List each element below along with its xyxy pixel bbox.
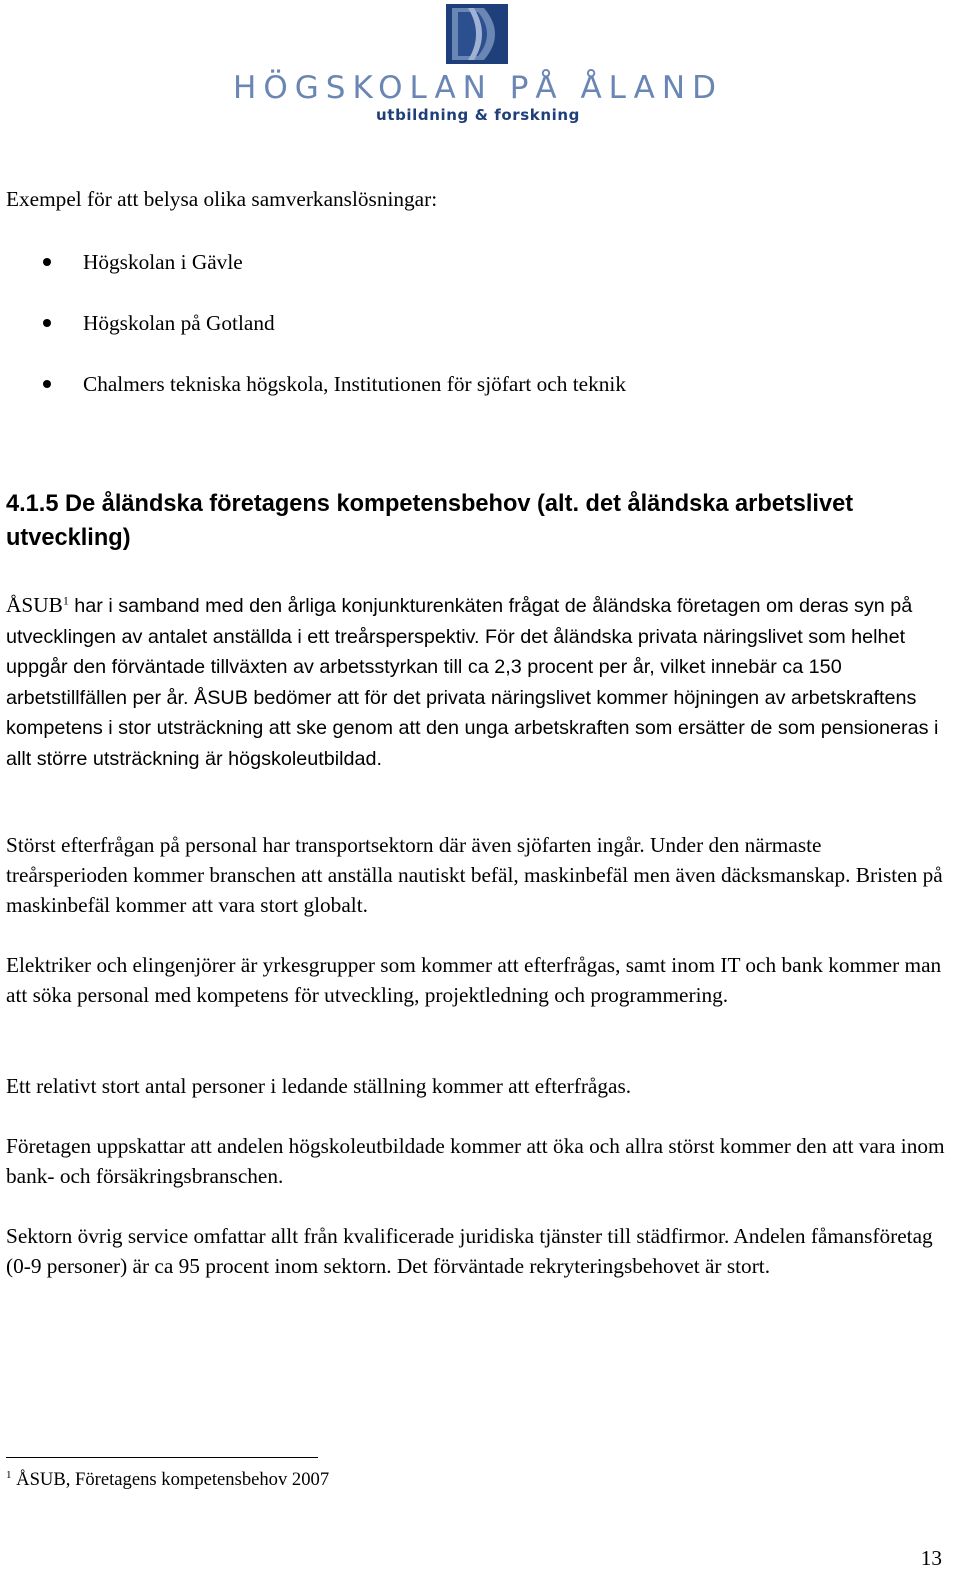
bullet-icon: [43, 258, 51, 266]
paragraph-2: Störst efterfrågan på personal har transportsektorn där även sjöfarten ingår. Under den närmaste treårsperioden kommer branschen att anställa nautiskt befäl, maskinbefäl men även däcksmanskap. Bristen på maskinbefäl kommer att vara stort globalt.: [6, 833, 943, 917]
intro-text: Exempel för att belysa olika samverkanslösningar:: [6, 187, 438, 211]
section-heading: 4.1.5 De åländska företagens kompetensbehov (alt. det åländska arbetslivet utveckling): [6, 491, 854, 551]
paragraph-1-text: har i samband med den årliga konjunkturenkäten frågat de åländska företagen om deras syn på utvecklingen av antalet anställda i ett treårsperspektiv. För det åländska privata näringslivet som helhet uppgår den förväntade tillväxten av arbetsstyrkan till ca 2,3 procent per år, vilket innebär ca 150 arbetstillfällen per år. ÅSUB bedömer att för det privata näringslivet kommer höjningen av arbetskraftens kompetens i stor utsträckning att ske genom att den unga arbetskraften som ersätter de som pensioneras i allt större utsträckning är högskoleutbildad.: [6, 595, 939, 770]
logo-name: HÖGSKOLAN PÅ ÅLAND: [233, 70, 723, 106]
bullet-icon: [43, 319, 51, 327]
page-number: 13: [920, 1546, 942, 1570]
paragraph-4: Ett relativt stort antal personer i ledande ställning kommer att efterfrågas.: [6, 1074, 632, 1098]
bullet-icon: [43, 380, 51, 388]
footnote-ref[interactable]: 1: [62, 593, 69, 608]
logo-tagline: utbildning & forskning: [376, 106, 580, 124]
paragraph-1: [6, 590, 946, 774]
paragraph-5: Företagen uppskattar att andelen högskoleutbildade kommer att öka och allra störst kommer den att vara inom bank- och försäkringsbranschen.: [6, 1134, 945, 1188]
logo: [228, 0, 728, 130]
logo-mark-icon: [438, 2, 518, 66]
footnote-text: ÅSUB, Företagens kompetensbehov 2007: [11, 1469, 330, 1490]
footnote: [6, 1468, 329, 1492]
list-item: Högskolan på Gotland: [0, 308, 940, 338]
list-item: Chalmers tekniska högskola, Institutionen för sjöfart och teknik: [0, 369, 940, 399]
footnote-number: 1: [6, 1468, 12, 1481]
list-item: Högskolan i Gävle: [0, 247, 940, 277]
paragraph-1-lead: ÅSUB: [6, 593, 63, 617]
bullet-list: [0, 247, 940, 430]
footnote-divider: [6, 1457, 318, 1458]
paragraph-3: Elektriker och elingenjörer är yrkesgrupper som kommer att efterfrågas, samt inom IT och bank kommer man att söka personal med kompetens för utveckling, projektledning och programmering.: [6, 953, 942, 1007]
paragraph-6: Sektorn övrig service omfattar allt från kvalificerade juridiska tjänster till städfirmor. Andelen fåmansföretag (0-9 personer) är ca 95 procent inom sektorn. Det förväntade rekryteringsbehovet är stort.: [6, 1224, 933, 1278]
